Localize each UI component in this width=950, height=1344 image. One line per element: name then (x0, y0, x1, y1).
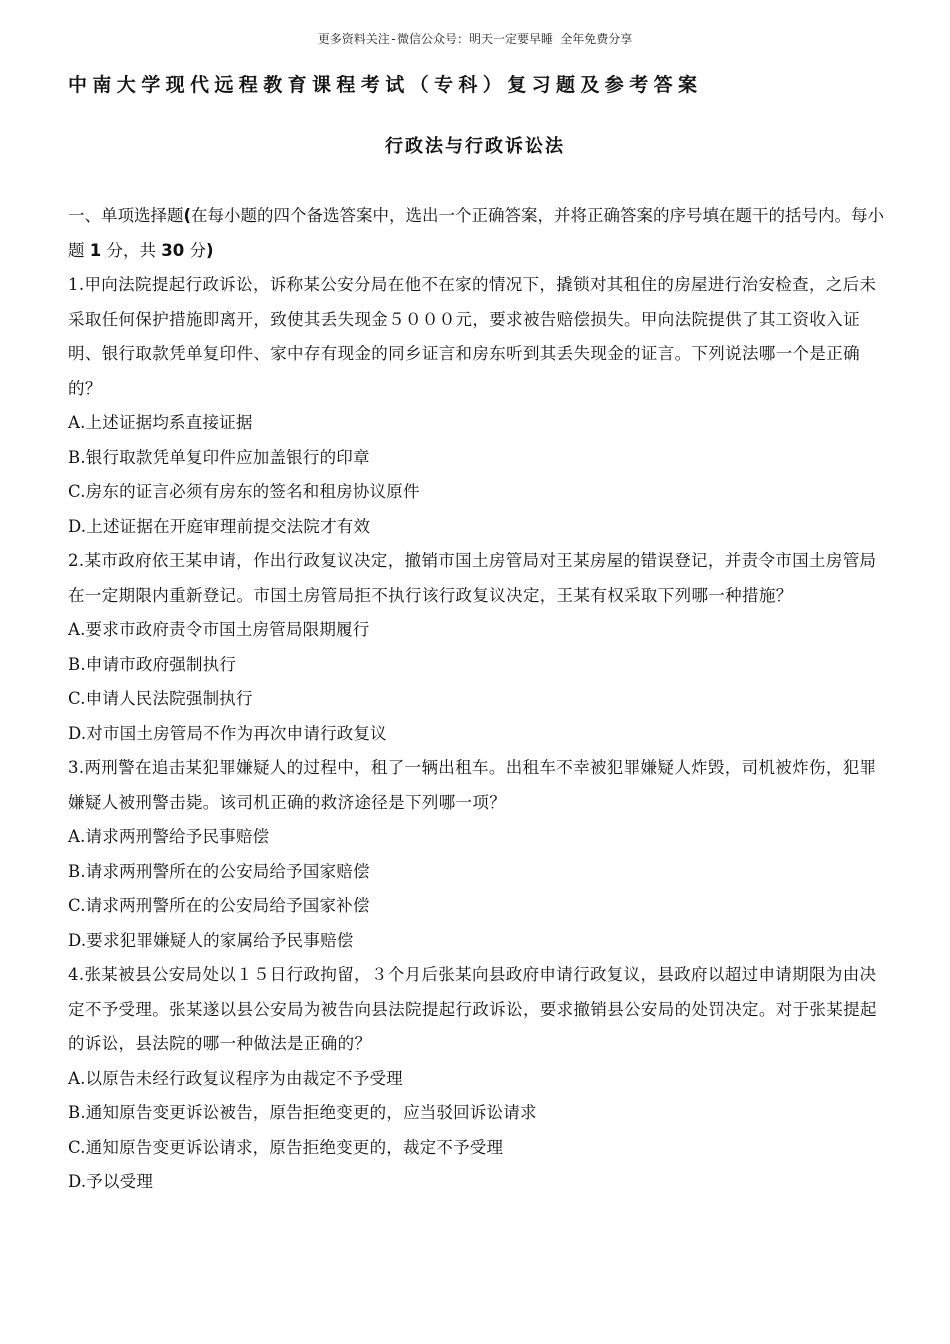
option-b: B.通知原告变更诉讼被告，原告拒绝变更的，应当驳回诉讼请求 (68, 1103, 537, 1122)
question-stem: 1.甲向法院提起行政诉讼，诉称某公安分局在他不在家的情况下，撬锁对其租住的房屋进行治安检查，之后未采取任何保护措施即离开，致使其丢失现金５０００元，要求被告赔偿损失。甲向法院提供了其工资收入证明、银行取款凭单复印件、家中存有现金的同乡证言和房东听到其丢失现金的证言。下列说法哪一个是正确的？ (68, 275, 877, 398)
option-b: B.请求两刑警所在的公安局给予国家赔偿 (68, 861, 370, 881)
document-body (68, 199, 888, 1200)
question-stem: 4.张某被县公安局处以１５日行政拘留，３个月后张某向县政府申请行政复议，县政府以超过申请期限为由决定不予受理。张某遂以县公安局为被告向县法院提起行政诉讼，要求撤销县公安局的处罚决定。对于张某提起的诉讼，县法院的哪一种做法是正确的？ (68, 965, 877, 1053)
option-d: D.予以受理 (68, 1172, 154, 1191)
document-subtitle: 行政法与行政诉讼法 (385, 136, 565, 157)
section-instructions: 在每小题的四个备选答案中，选出一个正确答案，并将正确答案的序号填在题干的括号内。每小题 (68, 206, 885, 260)
section-text2: 分，共 (106, 240, 156, 260)
document-title: 中南大学现代远程教育课程考试（专科）复习题及参考答案 (68, 74, 703, 96)
section-paren-open: ( (183, 206, 192, 225)
option-a: A.要求市政府责令市国土房管局限期履行 (68, 620, 370, 639)
option-a: A.以原告未经行政复议程序为由裁定不予受理 (68, 1068, 403, 1088)
option-c: C.请求两刑警所在的公安局给予国家补偿 (68, 896, 370, 915)
option-a: A.请求两刑警给予民事赔偿 (68, 827, 270, 846)
option-a: A.上述证据均系直接证据 (68, 413, 253, 432)
section-text3: 分 (189, 240, 206, 260)
option-b: B.申请市政府强制执行 (68, 654, 237, 674)
section-heading (68, 199, 888, 268)
section-paren-close: ) (205, 240, 214, 260)
option-c: C.申请人民法院强制执行 (68, 689, 253, 708)
option-b: B.银行取款凭单复印件应加盖银行的印章 (68, 447, 370, 467)
question-2 (68, 544, 888, 751)
option-c: C.房东的证言必须有房东的签名和租房协议原件 (68, 482, 420, 501)
question-3 (68, 751, 888, 958)
section-prefix: 一、单项选择题 (68, 206, 184, 225)
option-d: D.上述证据在开庭审理前提交法院才有效 (68, 516, 371, 536)
question-stem: 2.某市政府依王某申请，作出行政复议决定，撤销市国土房管局对王某房屋的错误登记，并责令市国土房管局在一定期限内重新登记。市国土房管局拒不执行该行政复议决定，王某有权采取下列哪一种措施？ (68, 551, 877, 605)
section-points: 1 (89, 240, 102, 260)
header-note: 更多资料关注-微信公众号：明天一定要早睡 全年免费分享 (317, 32, 633, 46)
question-stem: 3.两刑警在追击某犯罪嫌疑人的过程中，租了一辆出租车。出租车不幸被犯罪嫌疑人炸毁，司机被炸伤，犯罪嫌疑人被刑警击毙。该司机正确的救济途径是下列哪一项？ (68, 758, 877, 812)
section-total: 30 (161, 240, 185, 260)
question-1 (68, 268, 888, 544)
option-c: C.通知原告变更诉讼请求，原告拒绝变更的，裁定不予受理 (68, 1137, 504, 1157)
option-d: D.对市国土房管局不作为再次申请行政复议 (68, 723, 387, 743)
option-d: D.要求犯罪嫌疑人的家属给予民事赔偿 (68, 930, 354, 950)
question-4 (68, 958, 888, 1200)
